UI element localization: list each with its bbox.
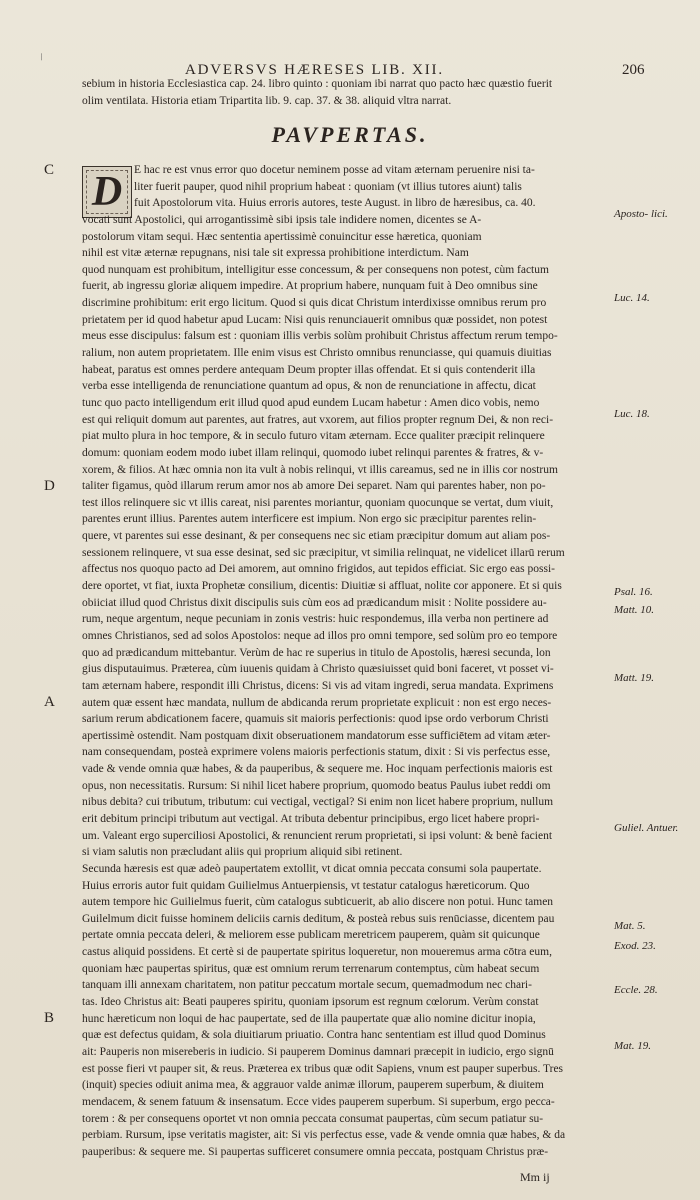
text-line: apertissimè ostendit. Nam postquam dixit obseruationem mandatorum esse sufficiētem ad vitam æter- bbox=[82, 729, 551, 742]
text-line: postolorum vitam sequi. Hæc sententia apertissimè conuincitur esse hæretica, quoniam bbox=[82, 230, 482, 243]
margin-note: Matt. 10. bbox=[614, 604, 655, 616]
text-line: pertate omnia peccata deleri, & meliorem esse publicam meretricem pauperem, quàm sit quicunque bbox=[82, 929, 540, 942]
margin-note: Psal. 16. bbox=[614, 586, 653, 598]
text-line: um. Valeant ergo superciliosi Apostolici, & renuncient rerum proprietati, si ipsi volunt: & benè facient bbox=[82, 829, 553, 842]
text-line: fuerit, ab ingressu gloriæ aliquem impedire. At proprium habere, nunquam fuit à Deo omnibus sine bbox=[82, 280, 538, 293]
text-line: dere oportet, vt fiat, iuxta Prophetæ consilium, dicentis: Diuitiæ si affluat, nolite cor apponere. Et si quis bbox=[82, 580, 562, 593]
text-line: liter fuerit pauper, quod nihil proprium habeat : quoniam (vt illius tutores aiunt) talis bbox=[134, 180, 522, 193]
text-line: perbiam. Rursum, ipse veritatis magister, ait: Si vis perfectus esse, vade & vende omnia quæ habes, & da bbox=[82, 1129, 566, 1142]
text-line: meus esse discipulus: falsum est : quoniam illis verbis solùm prohibuit Christus affectum rerum tempo- bbox=[82, 330, 558, 343]
margin-note: Matt. 19. bbox=[614, 672, 655, 684]
running-head: ADVERSVS HÆRESES LIB. XII. bbox=[185, 62, 444, 78]
section-marker-a: A bbox=[44, 694, 55, 710]
margin-note: Luc. 14. bbox=[614, 292, 650, 304]
text-line: obiiciat illud quod Christus dixit discipulis suis cùm eos ad prædicandum misit : Nolite possidere au- bbox=[82, 596, 547, 609]
text-line: est posse fieri vt pauper sit, & reus. Præterea ex tribus quæ odit Sapiens, vnum est pauper superbus. Tres bbox=[82, 1062, 564, 1075]
text-line: verba esse intelligenda de renunciatione quantum ad opus, & non de renunciatione in affectu, dicat bbox=[82, 380, 536, 393]
text-line: sarium rerum abdicationem facere, quamuis sit maioris perfectionis: quod ipse ordo verborum Christi bbox=[82, 713, 549, 726]
section-title: PAVPERTAS. bbox=[271, 122, 429, 147]
text-line: hunc hæreticum non loqui de hac paupertate, sed de illa paupertate quæ alio nomine dicitur inopia, bbox=[82, 1012, 536, 1025]
text-line: si viam salutis non præcludant aliis qui proprium aliquid sibi retinent. bbox=[82, 846, 403, 859]
text-line: sessionem relinquere, vt sua esse desinat, sed sic præcipitur, vt similia relinquat, ne videlicet illarū rerum bbox=[82, 546, 565, 559]
text-line: nihil est vitæ æternæ repugnans, nisi tale sit expressa prohibitione interdictum. Nam bbox=[82, 247, 469, 260]
text-line: olim ventilata. Historia etiam Tripartita lib. 9. cap. 37. & 38. aliquid vltra narrat. bbox=[82, 94, 452, 107]
text-line: vade & vende omnia quæ habes, & da pauperibus, & sequere me. Hoc inquam perfectionis maioris est bbox=[82, 763, 553, 776]
text-line: gius disputauimus. Præterea, cùm iuuenis quidam à Christo quæsiuisset quid boni faceret, vt posset vi- bbox=[82, 663, 554, 676]
text-line: omnes Christianos, sed ad solos Apostolos: neque ad illos pro omni tempore, sed solùm pro eo tempore bbox=[82, 629, 558, 642]
text-line: quæ est defectus quidam, & sola diuitiarum priuatio. Contra hanc sententiam est illud quod Dominus bbox=[82, 1029, 546, 1042]
text-line: (inquit) species odiuit anima mea, & aggrauor valde animæ illorum, pauperem superbum, & diuitem bbox=[82, 1079, 544, 1092]
text-line: Huius erroris autor fuit quidam Guilielmus Antuerpiensis, vt testatur catalogus hæreticorum. Quo bbox=[82, 879, 530, 892]
text-line: nam consequendam, posteà exprimere volens maioris perfectionis statum, dixit : Si vis perfectus esse, bbox=[82, 746, 551, 759]
text-line: castus aliquid possidens. Et certè si de paupertate spiritus loqueretur, non moueremus arma cōtra eum, bbox=[82, 946, 552, 959]
text-line: xorem, & filios. At hæc omnia non ita vult à nobis relinqui, vt illis careamus, sed ne in illis cor nostrum bbox=[82, 463, 558, 476]
text-line: tanquam illi annexam charitatem, non patitur peccatum mortale secum, quemadmodum nec chari- bbox=[82, 979, 532, 992]
text-line: ralium, non autem proprietatem. Ille enim visus est Christo omnibus renunciasse, qui quamuis diuitias bbox=[82, 347, 552, 360]
text-line: piat multo plura in hoc tempore, & in seculo futuro vitam æternam. Ecce qualiter præcipit relinquere bbox=[82, 430, 545, 443]
margin-tick: \ bbox=[38, 51, 45, 64]
text-line: erit debitum principi tributum aut vectigal. At tributa debentur principibus, ergo licet habere propri- bbox=[82, 812, 540, 825]
text-line: sebium in historia Ecclesiastica cap. 24. libro quinto : quoniam ibi narrat quo pacto hæc quæstio fuerit bbox=[82, 78, 553, 90]
text-line: affectus nos quoquo pacto ad Dei amorem, aut omnino frigidos, aut tepidos efficiat. Sic ergo eas possi- bbox=[82, 563, 555, 576]
text-line: parentes erunt illius. Parentes autem interficere est impium. Non ergo sic præcipitur parentes relin- bbox=[82, 513, 537, 526]
text-line: tas. Ideo Christus ait: Beati pauperes spiritu, quoniam ipsorum est regnum cœlorum. Verùm constat bbox=[82, 996, 539, 1009]
text-line: discrimine prohibitum: erit ergo licitum. Quod si quis dicat Christum interdixisse omnibus rerum pro bbox=[82, 297, 547, 310]
text-line: ait: Pauperis non misereberis in iudicio. Si pauperem Dominus damnari præcepit in iudicio, ergo signū bbox=[82, 1045, 554, 1058]
text-line: Secunda hæresis est quæ adeò paupertatem extollit, vt dicat omnia peccata consumi sola paupertate. bbox=[82, 862, 542, 875]
text-line: habeat, paratus est omnes perdere antequam Deum propter illas offendat. Et si quis contenderit illa bbox=[82, 363, 536, 376]
text-line: fuit Apostolorum vita. Huius erroris autores, teste August. in libro de hæresibus, ca. 40. bbox=[134, 197, 536, 210]
text-line: torem : & per consequens oportet vt non omnia peccata consumat paupertas, cùm secum patiatur su- bbox=[82, 1112, 544, 1125]
text-line: quo ad prædicandum mittebantur. Verùm de hac re superius in titulo de Apostolis, hæresi secunda, lon bbox=[82, 646, 551, 659]
text-line: autem quæ essent hæc mandata, nullum de abdicanda rerum proprietate explicuit : non est ergo neces- bbox=[82, 696, 552, 709]
margin-note: Mat. 5. bbox=[614, 920, 646, 932]
text-line: quoniam hæc paupertas spiritus, quæ est omnium rerum terrenarum contemptus, cùm habeat secum bbox=[82, 962, 540, 975]
dropcap-letter: D bbox=[91, 169, 123, 215]
signature-mark: Mm ij bbox=[520, 1170, 550, 1184]
margin-note: Exod. 23. bbox=[614, 940, 656, 952]
margin-note: Eccle. 28. bbox=[614, 984, 658, 996]
text-line: Guilelmum dicit fuisse hominem deliciis carnis deditum, & posteà rebus suis renūciasse, dicentem pau bbox=[82, 912, 555, 925]
text-line: domum: quoniam eodem modo iubet illam relinqui, quomodo iubet relinqui parentes & fratres, & v- bbox=[82, 446, 544, 459]
text-line: tam æternam habere, respondit illi Christus, dicens: Si vis ad vitam ingredi, serua mandata. Exprimens bbox=[82, 679, 554, 692]
text-line: opus, non necessitatis. Rursum: Si nihil licet habere proprium, quomodo beatus Paulus iubet reddi om bbox=[82, 779, 551, 792]
text-line: taliter figamus, quòd illarum rerum amor nos ab amore Dei separet. Nam qui parentes haber, non po- bbox=[82, 480, 546, 493]
text-line: mendacem, & senem fatuum & insensatum. Ecce vides pauperem superbum. Si superbum, ergo pecca- bbox=[82, 1095, 555, 1108]
text-line: E hac re est vnus error quo docetur neminem posse ad vitam æternam peruenire nisi ta- bbox=[134, 164, 535, 176]
text-line: vocati sunt Apostolici, qui arrogantissimè sibi ipsis tale indidere nomen, dicentes se A- bbox=[82, 213, 482, 226]
text-line: pauperibus: & sequere me. Si paupertas sufficeret consumere omnia peccata, postquam Christus præ- bbox=[82, 1145, 549, 1158]
text-line: prietatem per id quod habetur apud Lucam: Nisi quis renunciauerit omnibus quæ possidet, non potest bbox=[82, 313, 548, 326]
text-line: quere, vt parentes sui esse desinant, & per consequens nec sic etiam præcipitur domum aut aliam pos- bbox=[82, 530, 551, 543]
text-line: tunc quo pacto intelligendum erit illud quod apud eundem Lucam habetur : Amen dico vobis, nemo bbox=[82, 396, 540, 409]
margin-note: Luc. 18. bbox=[614, 408, 650, 420]
section-marker-d: D bbox=[44, 478, 55, 494]
text-line: nibus debita? cui tributum, tributum: cui vectigal, vectigal? Si enim non licet habere proprium, nullum bbox=[82, 796, 554, 809]
section-marker-b: B bbox=[44, 1010, 55, 1026]
page-number: 206 bbox=[622, 62, 645, 78]
margin-note: Aposto- lici. bbox=[614, 208, 668, 220]
intro-paragraph bbox=[82, 76, 608, 109]
text-line: est qui reliquit domum aut parentes, aut fratres, aut vxorem, aut filios propter regnum Dei, & non reci- bbox=[82, 413, 554, 426]
margin-note: Mat. 19. bbox=[614, 1040, 651, 1052]
margin-note: Guliel. Antuer. bbox=[614, 822, 679, 834]
text-line: test illos relinquere sic vt illis careat, nisi parentes moriantur, quoniam quocunque se vertat, dum viuit, bbox=[82, 496, 554, 509]
text-line: rum, neque argentum, neque pecuniam in zonis vestris: huic respondemus, illa verba non pertinere ad bbox=[82, 613, 549, 626]
section-marker-c: C bbox=[44, 162, 55, 178]
body-text bbox=[82, 162, 608, 1160]
text-line: quod nunquam est prohibitum, intelligitur esse concessum, & per consequens non potest, cùm factum bbox=[82, 263, 549, 276]
text-line: autem tempore hic Guilielmus fuerit, cùm catalogus subticuerit, ab alio discere non potui. Hunc tamen bbox=[82, 896, 554, 909]
